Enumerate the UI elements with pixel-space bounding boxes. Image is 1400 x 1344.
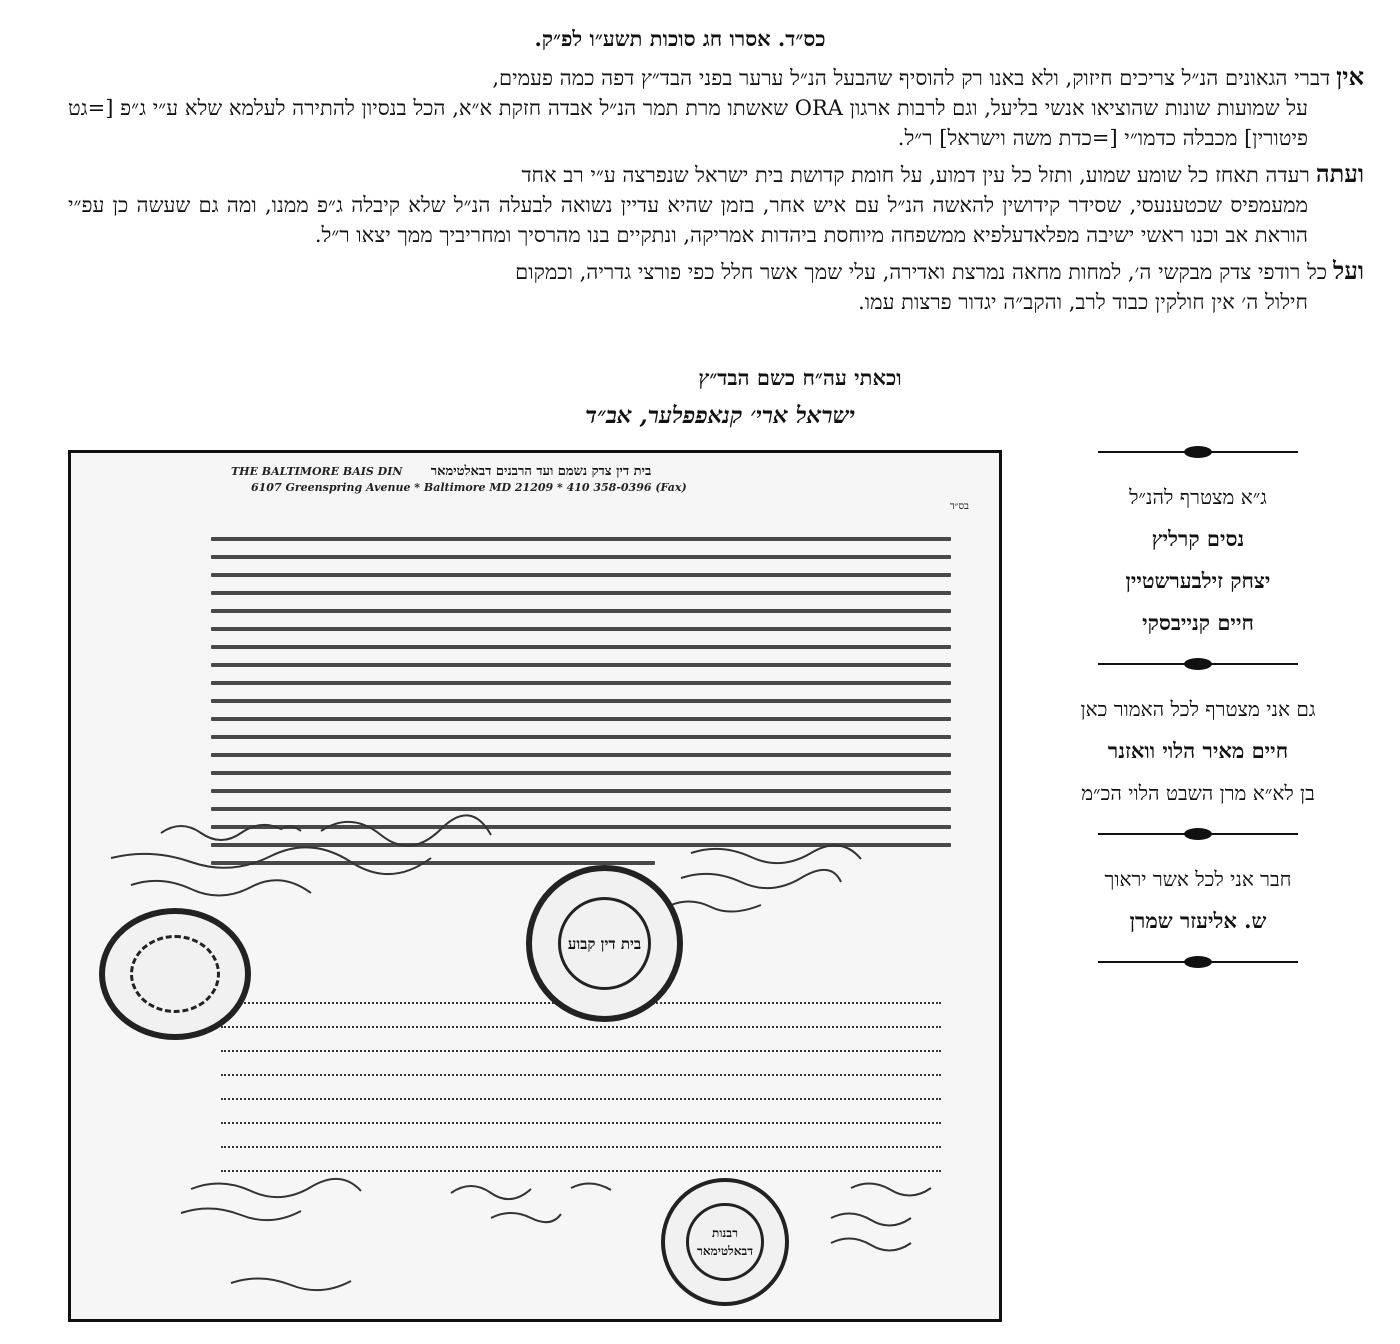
paragraph-first-line: דברי הגאונים הנ״ל צריכים חיזוק, ולא באנו רק להוסיף שהבעל הנ״ל ערער בפני הבד״ץ דפה כמה פעמים,	[492, 66, 1331, 90]
paragraph-1	[68, 62, 1364, 153]
handwritten-addendum	[221, 1001, 941, 1193]
seal-bet-din	[526, 865, 683, 1022]
seal-rabbinate-text: רבנות דבאלטימאר	[686, 1203, 764, 1281]
paragraph-lead-word: ועתה	[1315, 159, 1364, 188]
endorser-title: בן לא״א מרן השבט הלוי הכ״מ	[1081, 781, 1315, 805]
endorsement-group-1	[1030, 482, 1366, 638]
paragraph-first-line: כל רודפי צדק מבקשי ה׳, למחות מחאה נמרצת ואדירה, עלי שמך אשר חלל כפי פורצי גדריה, וכמקום	[515, 260, 1328, 284]
letterhead-english-name: THE BALTIMORE BAIS DIN	[231, 465, 403, 478]
paragraph-lead-word: אין	[1336, 62, 1364, 91]
scanned-letter	[68, 450, 1002, 1322]
letter-bsd: בס״ד	[949, 501, 969, 512]
endorsement-intro: ג״א מצטרף להנ״ל	[1129, 485, 1267, 509]
paragraph-continuation: על שמועות שונות שהוציאו אנשי בליעל, וגם לרבות ארגון ORA שאשתו מרת תמר הנ״ל אבדה חזקת א״א, הכל בנסיון להתירה לעלמא שלא ע״י ג״פ [=גט פיטורין] מכבלה כדמו״י [=כדת משה וישראל] ר״ל.	[68, 96, 1308, 150]
endorsement-group-3	[1030, 864, 1366, 936]
letterhead-hebrew: בית דין צדק נשמם ועד הרבנים דבאלטימאר	[430, 464, 652, 479]
signer-name: ישראל ארי׳ קנאפפלער, אב״ד	[585, 402, 855, 429]
paragraph-2	[68, 159, 1364, 250]
seal-bet-din-text: בית דין קבוע	[558, 897, 651, 990]
ornament-divider	[1098, 950, 1298, 974]
endorser-name: חיים מאיר הלוי וואזנר	[1107, 738, 1289, 763]
endorser-name: ש. אליעזר שמרן	[1129, 908, 1267, 933]
ornament-divider	[1098, 652, 1298, 676]
endorser-name: חיים קנייבסקי	[1142, 610, 1254, 635]
date-line: כס״ד. אסרו חג סוכות תשע״ו לפ״ק.	[534, 26, 826, 51]
ornament-divider	[1098, 822, 1298, 846]
seal-left	[99, 908, 251, 1040]
cropped-top-text	[0, 0, 1400, 20]
paragraph-3	[68, 256, 1364, 317]
endorsement-group-2	[1030, 694, 1366, 808]
endorser-name: נסים קרליץ	[1151, 526, 1245, 551]
endorser-name: יצחק זילבערשטיין	[1125, 568, 1271, 593]
paragraph-continuation: חילול ה׳ אין חולקין כבוד לרב, והקב״ה יגדור פרצות עמו.	[858, 290, 1308, 314]
closing-line: וכאתי עה״ח כשם הבד״ץ	[698, 365, 902, 390]
paragraph-continuation: ממעמפיס שכטענעסי, שסידר קידושין להאשה הנ״ל עם איש אחר, בזמן שהיא עדיין נשואה לבעלה הנ״ל שלא קיבלה ג״פ ממנו, ומה גם שעשה כן עפ״י הוראת אב וכנו ראשי ישיבה מפלאדעלפיא ממשפחה מיוחסת ביהדות אמריקה, ונתקיים בנו מהרסיך ומחריביך ממך יצאו ר״ל.	[68, 193, 1308, 247]
proclamation-body	[68, 62, 1364, 323]
ornament-divider	[1098, 440, 1298, 464]
letterhead-english-address: 6107 Greenspring Avenue * Baltimore MD 21209 * 410 358-0396 (Fax)	[251, 481, 687, 494]
seal-rabbinate	[661, 1178, 789, 1306]
paragraph-lead-word: ועל	[1333, 256, 1364, 285]
endorsement-intro: גם אני מצטרף לכל האמור כאן	[1080, 697, 1316, 721]
endorsements-sidebar	[1030, 440, 1366, 978]
paragraph-first-line: רעדה תאחז כל שומע שמוע, ותזל כל עין דמוע, על חומת קדושת בית ישראל שנפרצה ע״י רב אחד	[521, 163, 1310, 187]
endorsement-intro: חבר אני לכל אשר יראוך	[1104, 867, 1292, 891]
